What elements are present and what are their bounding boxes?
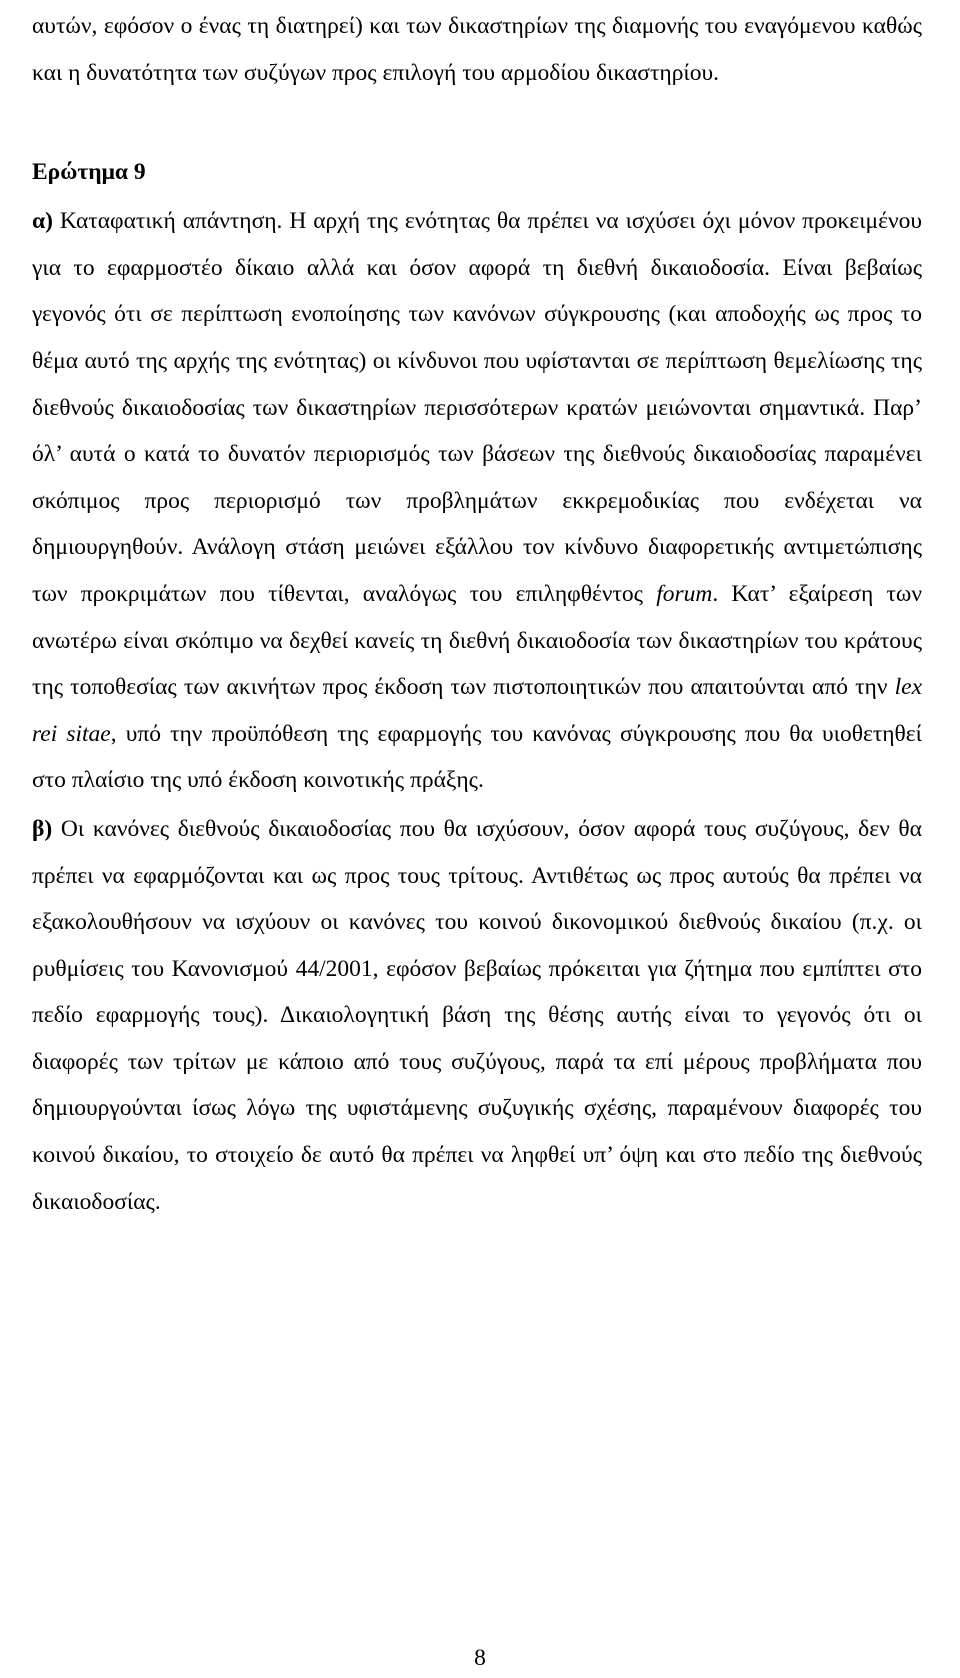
answer-a-forum-term: forum: [656, 580, 713, 607]
document-page: [32, 0, 922, 1225]
answer-a-text-2: . Κατ’ εξαίρεση των ανωτέρω είναι σκόπιμο να δεχθεί κανείς τη διεθνή δικαιοδοσία των δικαστηρίων του κράτους της τοποθεσίας των ακινήτων προς έκδοση των πιστοποιητικών που απαιτούνται από την: [32, 580, 922, 701]
answer-a-text-3: , υπό την προϋπόθεση της εφαρμογής του κανόνας σύγκρουσης που θα υιοθετηθεί στο πλαίσιο της υπό έκδοση κοινοτικής πράξης.: [32, 720, 922, 794]
answer-a-paragraph: [32, 198, 922, 804]
intro-paragraph: [32, 3, 922, 96]
answer-b-text: Οι κανόνες διεθνούς δικαιοδοσίας που θα ισχύσουν, όσον αφορά τους συζύγους, δεν θα πρέπει να εφαρμόζονται και ως προς τους τρίτους. Αντιθέτως ως προς αυτούς θα πρέπει να εξακολουθήσουν να ισχύουν οι κανόνες του κοινού δικονομικού διεθνούς δικαίου (π.χ. οι ρυθμίσεις του Κανονισμού 44/2001, εφόσον βεβαίως πρόκειται για ζήτημα που εμπίπτει στο πεδίο εφαρμογής τους). Δικαιολογητική βάση της θέσης αυτής είναι το γεγονός ότι οι διαφορές των τρίτων με κάποιο από τους συζύγους, παρά τα επί μέρους προβλήματα που δημιουργούνται ίσως λόγω της υφιστάμενης συζυγικής σχέσης, παραμένουν διαφορές του κοινού δικαίου, το στοιχείο δε αυτό θα πρέπει να ληφθεί υπ’ όψη και στο πεδίο της διεθνούς δικαιοδοσίας.: [32, 815, 922, 1215]
answer-a-label: α): [32, 208, 53, 235]
answer-b-paragraph: [32, 806, 922, 1225]
answer-a-lex-term: lex rei sitae: [32, 674, 923, 747]
page-number: 8: [474, 1645, 486, 1671]
answer-b-label: β): [32, 815, 53, 842]
answer-a-text-1: Καταφατική απάντηση. Η αρχή της ενότητας θα πρέπει να ισχύσει όχι μόνον προκειμένου για το εφαρμοστέο δίκαιο αλλά και όσον αφορά τη διεθνή δικαιοδοσία. Είναι βεβαίως γεγονός ότι σε περίπτωση ενοποίησης των κανόνων σύγκρουσης (και αποδοχής ως προς το θέμα αυτό της αρχής της ενότητας) οι κίνδυνοι που υφίστανται σε περίπτωση θεμελίωσης της διεθνούς δικαιοδοσίας των δικαστηρίων περισσότερων κρατών μειώνονται σημαντικά. Παρ’ όλ’ αυτά ο κατά το δυνατόν περιορισμός των βάσεων της διεθνούς δικαιοδοσίας παραμένει σκόπιμος προς περιορισμό των προβλημάτων εκκρεμοδικίας που ενδέχεται να δημιουργηθούν. Ανάλογη στάση μειώνει εξάλλου τον κίνδυνο διαφορετικής αντιμετώπισης των προκριμάτων που τίθενται, αναλόγως του επιληφθέντος: [32, 208, 922, 607]
intro-text: αυτών, εφόσον ο ένας τη διατηρεί) και των δικαστηρίων της διαμονής του εναγόμενου καθώς και η δυνατότητα των συζύγων προς επιλογή του αρμοδίου δικαστηρίου.: [32, 13, 922, 86]
question-title: Ερώτημα 9: [32, 159, 146, 186]
